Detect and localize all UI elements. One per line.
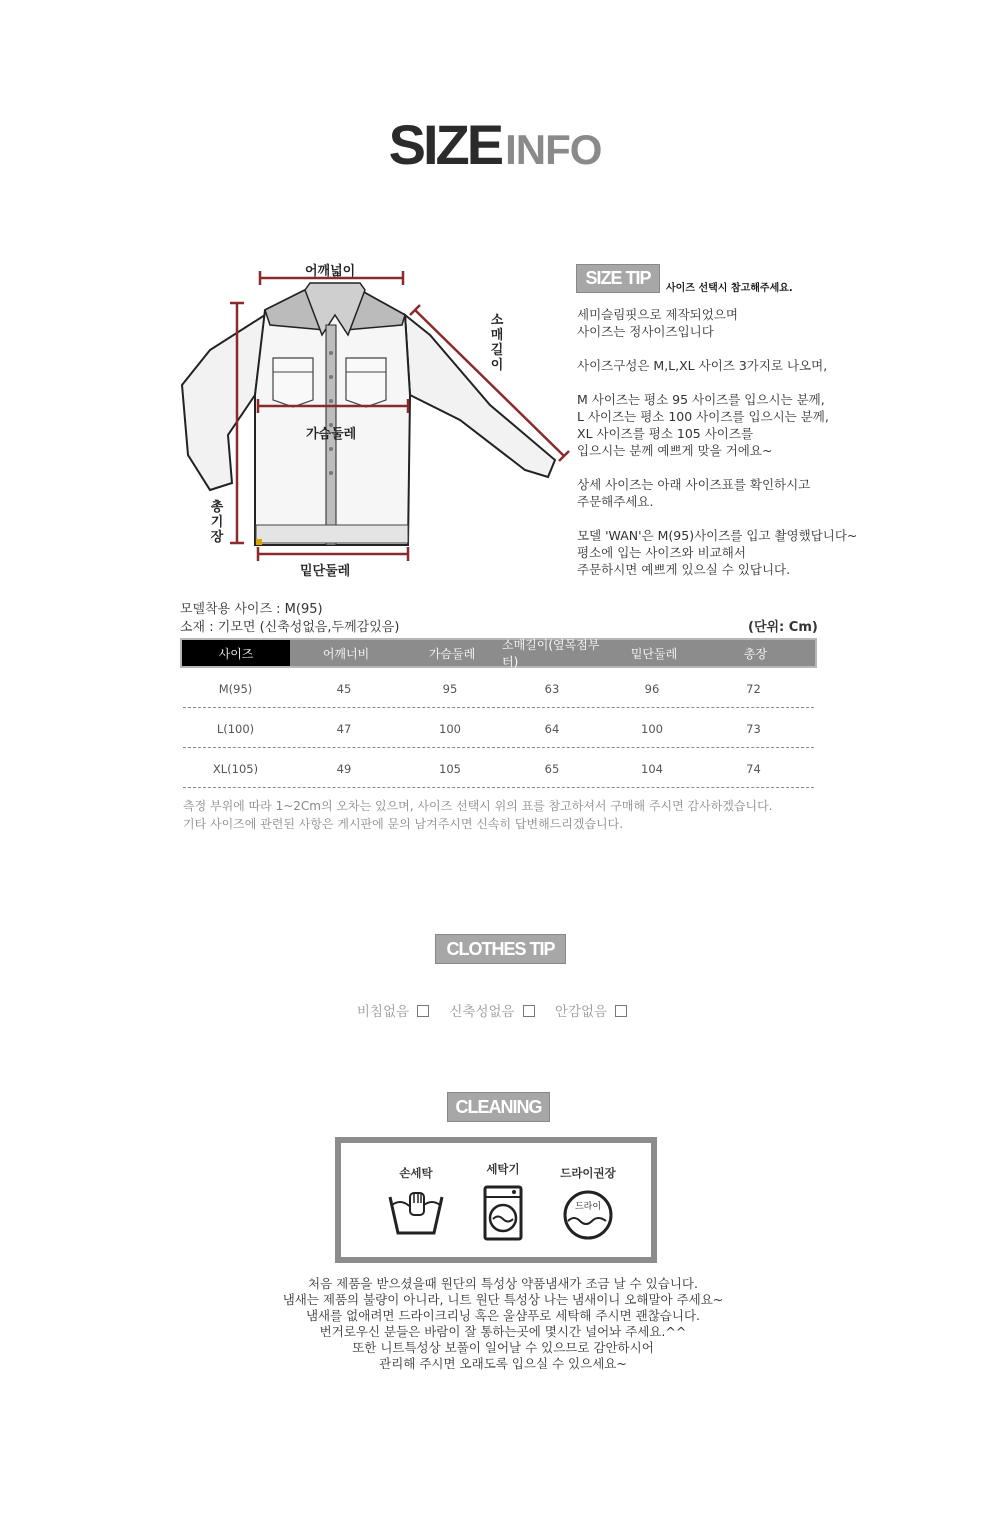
cell-chest: 95 (442, 682, 458, 696)
cell-chest: 105 (439, 762, 461, 776)
tip-paragraph: 모델 'WAN'은 M(95)사이즈를 입고 촬영했답니다~ 평소에 입는 사이즈와 비교해서 주문하시면 예쁘게 있으실 수 있답니다. (577, 528, 858, 577)
cell-shoulder: 47 (336, 722, 352, 736)
machine-wash-label: 세탁기 (486, 1162, 520, 1176)
checkbox-icon[interactable] (417, 1005, 429, 1017)
cell-length: 73 (746, 722, 761, 736)
table-row (183, 708, 814, 748)
material: 소재 : 기모면 (신축성없음,두께감있음) (180, 620, 400, 635)
care-instructions (0, 1276, 990, 1372)
cell-size: L(100) (216, 722, 255, 736)
label-chest: 가슴둘레 (306, 427, 357, 442)
label-shoulder: 어깨넓이 (305, 264, 356, 279)
option-no-sheer: 비침없음 (357, 1004, 435, 1020)
cell-length: 74 (746, 762, 761, 776)
table-row (183, 748, 814, 788)
care-line: 관리해 주시면 오래도록 입으실 수 있으세요~ (379, 1356, 627, 1371)
checkbox-icon[interactable] (615, 1005, 627, 1017)
model-size: 모델착용 사이즈 : M(95) (180, 602, 323, 617)
care-line: 번거로우신 분들은 바람이 잘 통하는곳에 몇시간 널어놔 주세요.^^ (319, 1324, 687, 1339)
option-no-lining: 안감없음 (555, 1004, 633, 1020)
unit-label: (단위: Cm) (748, 620, 818, 635)
dry-symbol-text: 드라이 (574, 1202, 602, 1212)
table-header (180, 638, 817, 668)
title-size: SIZE (388, 113, 502, 176)
note-line: 측정 부위에 따라 1~2Cm의 오차는 있으며, 사이즈 선택시 위의 표를 참고하셔서 구매해 주시면 감사하겠습니다. (183, 799, 773, 813)
header-length: 총장 (743, 646, 768, 661)
dry-clean-icon (560, 1187, 616, 1243)
cell-size: M(95) (218, 682, 253, 696)
hand-wash (371, 1165, 461, 1237)
hand-wash-icon (386, 1187, 446, 1237)
label-length: 총기장 (210, 500, 224, 545)
cleaning-badge: CLEANING (447, 1092, 550, 1122)
option-no-stretch: 신축성없음 (449, 1004, 540, 1020)
tip-paragraph: 사이즈구성은 M,L,XL 사이즈 3가지로 나오며, (577, 358, 828, 373)
header-chest: 가슴둘레 (428, 646, 476, 661)
cell-sleeve: 64 (544, 722, 560, 736)
cleaning-symbols (335, 1137, 657, 1263)
tip-paragraph: M 사이즈는 평소 95 사이즈를 입으시는 분께, L 사이즈는 평소 100 사이즈를 입으시는 분께, XL 사이즈를 평소 105 사이즈를 입으시는 분께 예쁘게 맞을 거에요~ (577, 392, 829, 458)
title-info: INFO (505, 126, 602, 173)
label-sleeve: 소매길이 (490, 313, 504, 373)
header-shoulder: 어깨너비 (322, 646, 370, 661)
table-row (183, 668, 814, 708)
label-hem: 밑단둘레 (300, 564, 351, 579)
model-info (180, 601, 399, 637)
size-info-title (0, 112, 990, 177)
cell-hem: 96 (644, 682, 660, 696)
shirt-diagram (170, 255, 570, 585)
header-sleeve: 소매길이(옆목점부터) (502, 638, 600, 669)
hand-wash-label: 손세탁 (399, 1166, 433, 1180)
size-notes (183, 797, 772, 833)
size-table (180, 638, 817, 788)
dry-clean (543, 1165, 633, 1243)
care-line: 처음 제품을 받으셨을때 원단의 특성상 약품냄새가 조금 날 수 있습니다. (308, 1276, 698, 1291)
cell-sleeve: 65 (544, 762, 560, 776)
checkbox-icon[interactable] (523, 1005, 535, 1017)
size-tip-text (577, 306, 957, 578)
cell-hem: 104 (641, 762, 663, 776)
clothes-tip-options (0, 1000, 990, 1020)
size-tip-subtitle: 사이즈 선택시 참고해주세요. (666, 283, 793, 294)
machine-wash (458, 1161, 548, 1243)
cell-size: XL(105) (212, 762, 259, 776)
care-line: 냄새를 없애려면 드라이크리닝 혹은 울샴푸로 세탁해 주시면 괜찮습니다. (305, 1308, 701, 1323)
shirt-illustration (170, 255, 570, 585)
header-size: 사이즈 (182, 640, 290, 666)
tip-paragraph: 상세 사이즈는 아래 사이즈표를 확인하시고 주문해주세요. (577, 477, 811, 509)
cell-shoulder: 45 (336, 682, 352, 696)
tip-paragraph: 세미슬림핏으로 제작되었으며 사이즈는 정사이즈입니다 (577, 307, 738, 339)
cell-length: 72 (746, 682, 761, 696)
washing-machine-icon (481, 1183, 525, 1243)
clothes-tip-badge: CLOTHES TIP (435, 934, 566, 964)
care-line: 또한 니트특성상 보풀이 일어날 수 있으므로 감안하시어 (352, 1340, 654, 1355)
care-line: 냄새는 제품의 불량이 아니라, 니트 원단 특성상 나는 냄새이니 오해말아 주세요~ (282, 1292, 724, 1307)
cell-shoulder: 49 (336, 762, 352, 776)
note-line: 기타 사이즈에 관련된 사항은 게시판에 문의 남겨주시면 신속히 답변해드리겠습니다. (183, 817, 624, 831)
header-hem: 밑단둘레 (630, 646, 678, 661)
size-tip-badge: SIZE TIP (576, 264, 660, 293)
cell-sleeve: 63 (544, 682, 560, 696)
cell-hem: 100 (641, 722, 663, 736)
cell-chest: 100 (439, 722, 461, 736)
dry-clean-label: 드라이권장 (560, 1166, 616, 1180)
